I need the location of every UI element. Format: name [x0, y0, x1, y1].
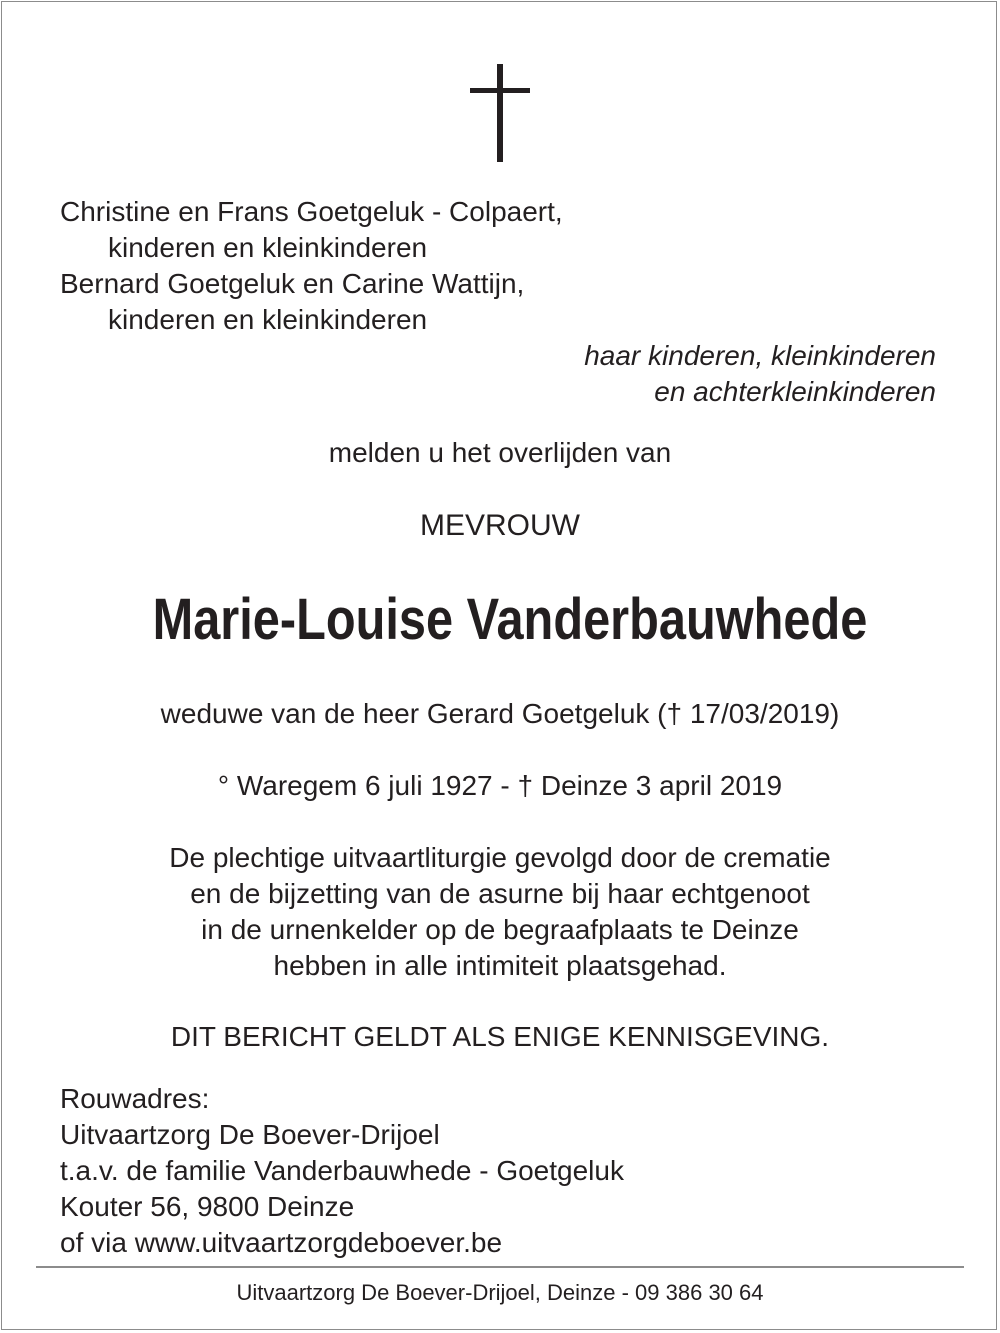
family-italic-line-2: en achterkleinkinderen: [654, 376, 936, 407]
ceremony-line-1: De plechtige uitvaartliturgie gevolgd door de crematie: [169, 842, 831, 873]
ceremony-line-4: hebben in alle intimiteit plaatsgehad.: [273, 950, 727, 981]
family-italic-line-1: haar kinderen, kleinkinderen: [584, 340, 936, 371]
address-line-3: Kouter 56, 9800 Deinze: [60, 1191, 355, 1222]
announcement: melden u het overlijden van: [328, 437, 672, 468]
address-line-1: Uitvaartzorg De Boever-Drijoel: [60, 1119, 440, 1150]
ceremony-line-2: en de bijzetting van de asurne bij haar echtgenoot: [190, 878, 810, 909]
family-line-1: Christine en Frans Goetgeluk - Colpaert,: [60, 196, 563, 227]
family-line-4: kinderen en kleinkinderen: [108, 304, 428, 335]
address-line-2: t.a.v. de familie Vanderbauwhede - Goetgeluk: [60, 1155, 624, 1186]
family-line-2: kinderen en kleinkinderen: [108, 232, 428, 263]
widow-line: weduwe van de heer Gerard Goetgeluk († 17/03/2019): [160, 698, 840, 729]
ceremony-line-3: in de urnenkelder op de begraafplaats te Deinze: [201, 914, 799, 945]
honorific: MEVROUW: [420, 509, 580, 542]
cross-icon: [470, 64, 530, 162]
address-website[interactable]: of via www.uitvaartzorgdeboever.be: [60, 1227, 503, 1258]
notice: DIT BERICHT GELDT ALS ENIGE KENNISGEVING.: [170, 1021, 830, 1052]
birth-death-dates: ° Waregem 6 juli 1927 - † Deinze 3 april 2019: [217, 770, 783, 801]
address-label: Rouwadres:: [60, 1083, 210, 1114]
family-line-3: Bernard Goetgeluk en Carine Wattijn,: [60, 268, 525, 299]
footer-divider: [36, 1266, 964, 1268]
deceased-name: Marie-Louise Vanderbauwhede: [152, 587, 868, 652]
footer-text: Uitvaartzorg De Boever-Drijoel, Deinze - 09 386 30 64: [236, 1280, 764, 1305]
